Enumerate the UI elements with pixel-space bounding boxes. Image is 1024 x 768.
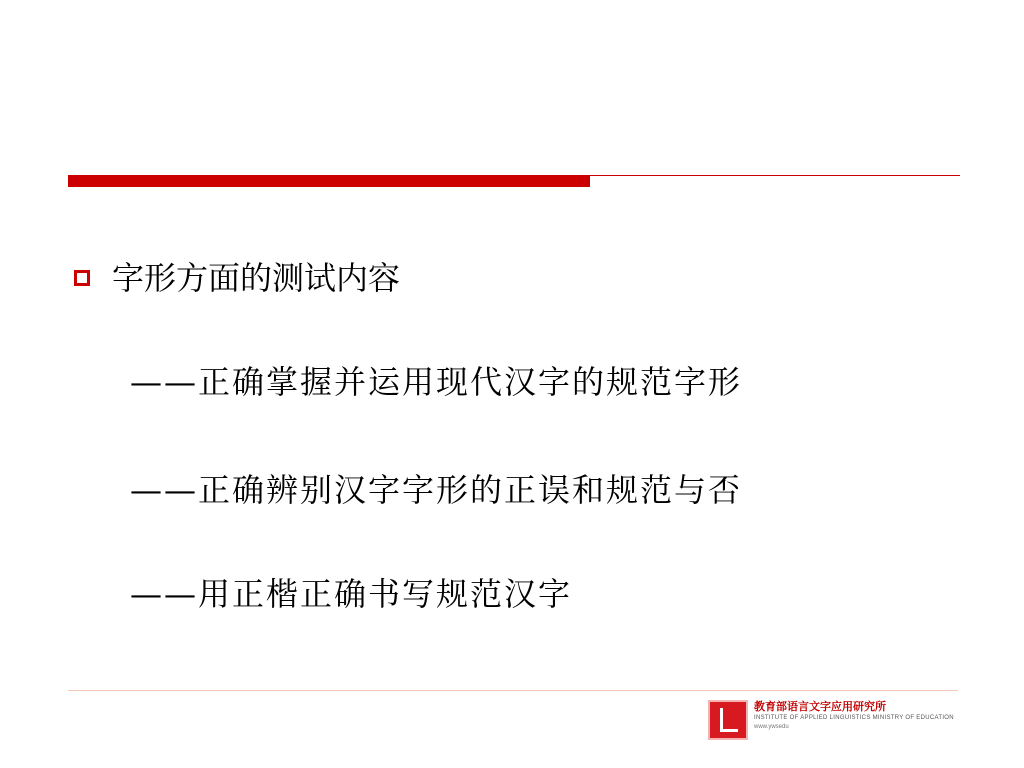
sub-point-3: ——用正楷正确书写规范汉字 bbox=[130, 575, 573, 613]
top-thin-rule bbox=[590, 175, 960, 176]
slide-heading: 字形方面的测试内容 bbox=[112, 259, 401, 297]
sub-point-2: ——正确辨别汉字字形的正误和规范与否 bbox=[130, 471, 743, 509]
sub-point-1: ——正确掌握并运用现代汉字的规范字形 bbox=[130, 363, 743, 401]
institute-logo bbox=[708, 700, 980, 740]
institute-url: www.ywsedu bbox=[754, 724, 789, 730]
institute-name-en: INSTITUTE OF APPLIED LINGUISTICS MINISTRY OF EDUCATION bbox=[754, 715, 954, 721]
institute-logo-icon bbox=[708, 700, 748, 740]
institute-logo-text bbox=[754, 700, 954, 732]
bottom-rule bbox=[68, 690, 958, 691]
heading-row bbox=[74, 256, 400, 300]
top-thick-rule bbox=[68, 175, 590, 187]
hollow-square-bullet-icon bbox=[74, 270, 90, 286]
institute-name-cn: 教育部语言文字应用研究所 bbox=[754, 700, 886, 713]
